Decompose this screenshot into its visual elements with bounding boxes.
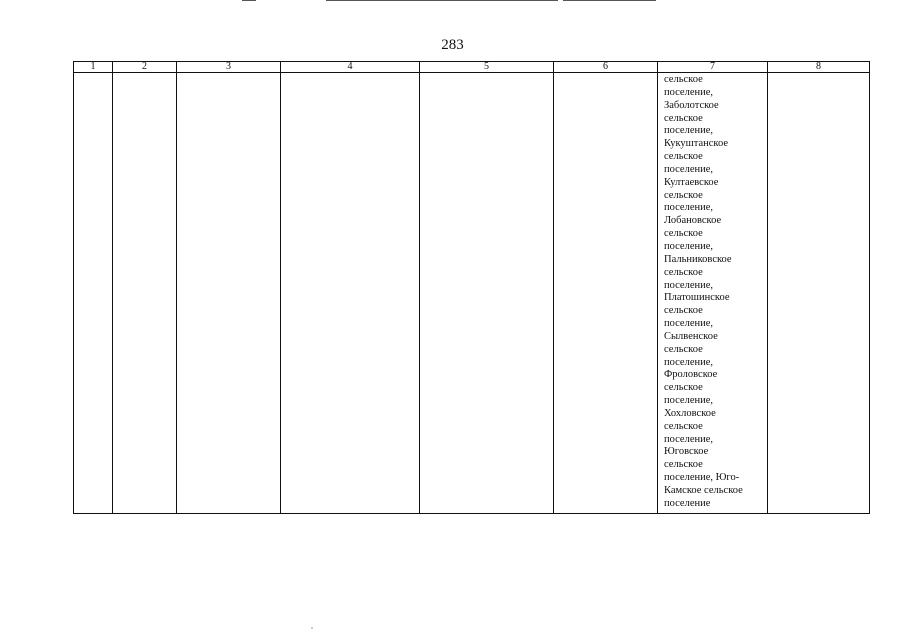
table-row	[74, 73, 870, 514]
table-cell-col5	[420, 73, 554, 514]
scan-artifact-line	[326, 0, 558, 1]
table-cell-col2	[113, 73, 177, 514]
settlement-list-text: сельское поселение, Заболотское сельское поселение, Кукуштанское сельское поселение, Култаевское сельское поселение, Лобановское сельское поселение, Пальниковское сельское поселение, Платошинское сельское поселение, Сылвенское сельское поселение, Фроловское сельское поселение, Хохловское сельское поселение, Юговское сельское поселение, Юго- Камское сельское поселение	[664, 74, 743, 509]
table-cell-col3	[177, 73, 281, 514]
document-table	[73, 61, 870, 514]
scan-speck	[311, 627, 313, 629]
table-cell-col6	[554, 73, 658, 514]
table-cell-col4	[281, 73, 420, 514]
column-header-7: 7	[658, 62, 768, 73]
column-header-4: 4	[281, 62, 420, 73]
column-header-1: 1	[74, 62, 113, 73]
column-header-6: 6	[554, 62, 658, 73]
column-header-3: 3	[177, 62, 281, 73]
scan-artifact-line	[563, 0, 656, 1]
table-cell-col7	[658, 73, 768, 514]
scan-artifact-line	[242, 0, 256, 1]
table-header-row	[74, 62, 870, 73]
table-cell-col8	[768, 73, 870, 514]
column-header-2: 2	[113, 62, 177, 73]
column-header-5: 5	[420, 62, 554, 73]
table-cell-col1	[74, 73, 113, 514]
column-header-8: 8	[768, 62, 870, 73]
page-number: 283	[441, 37, 464, 53]
